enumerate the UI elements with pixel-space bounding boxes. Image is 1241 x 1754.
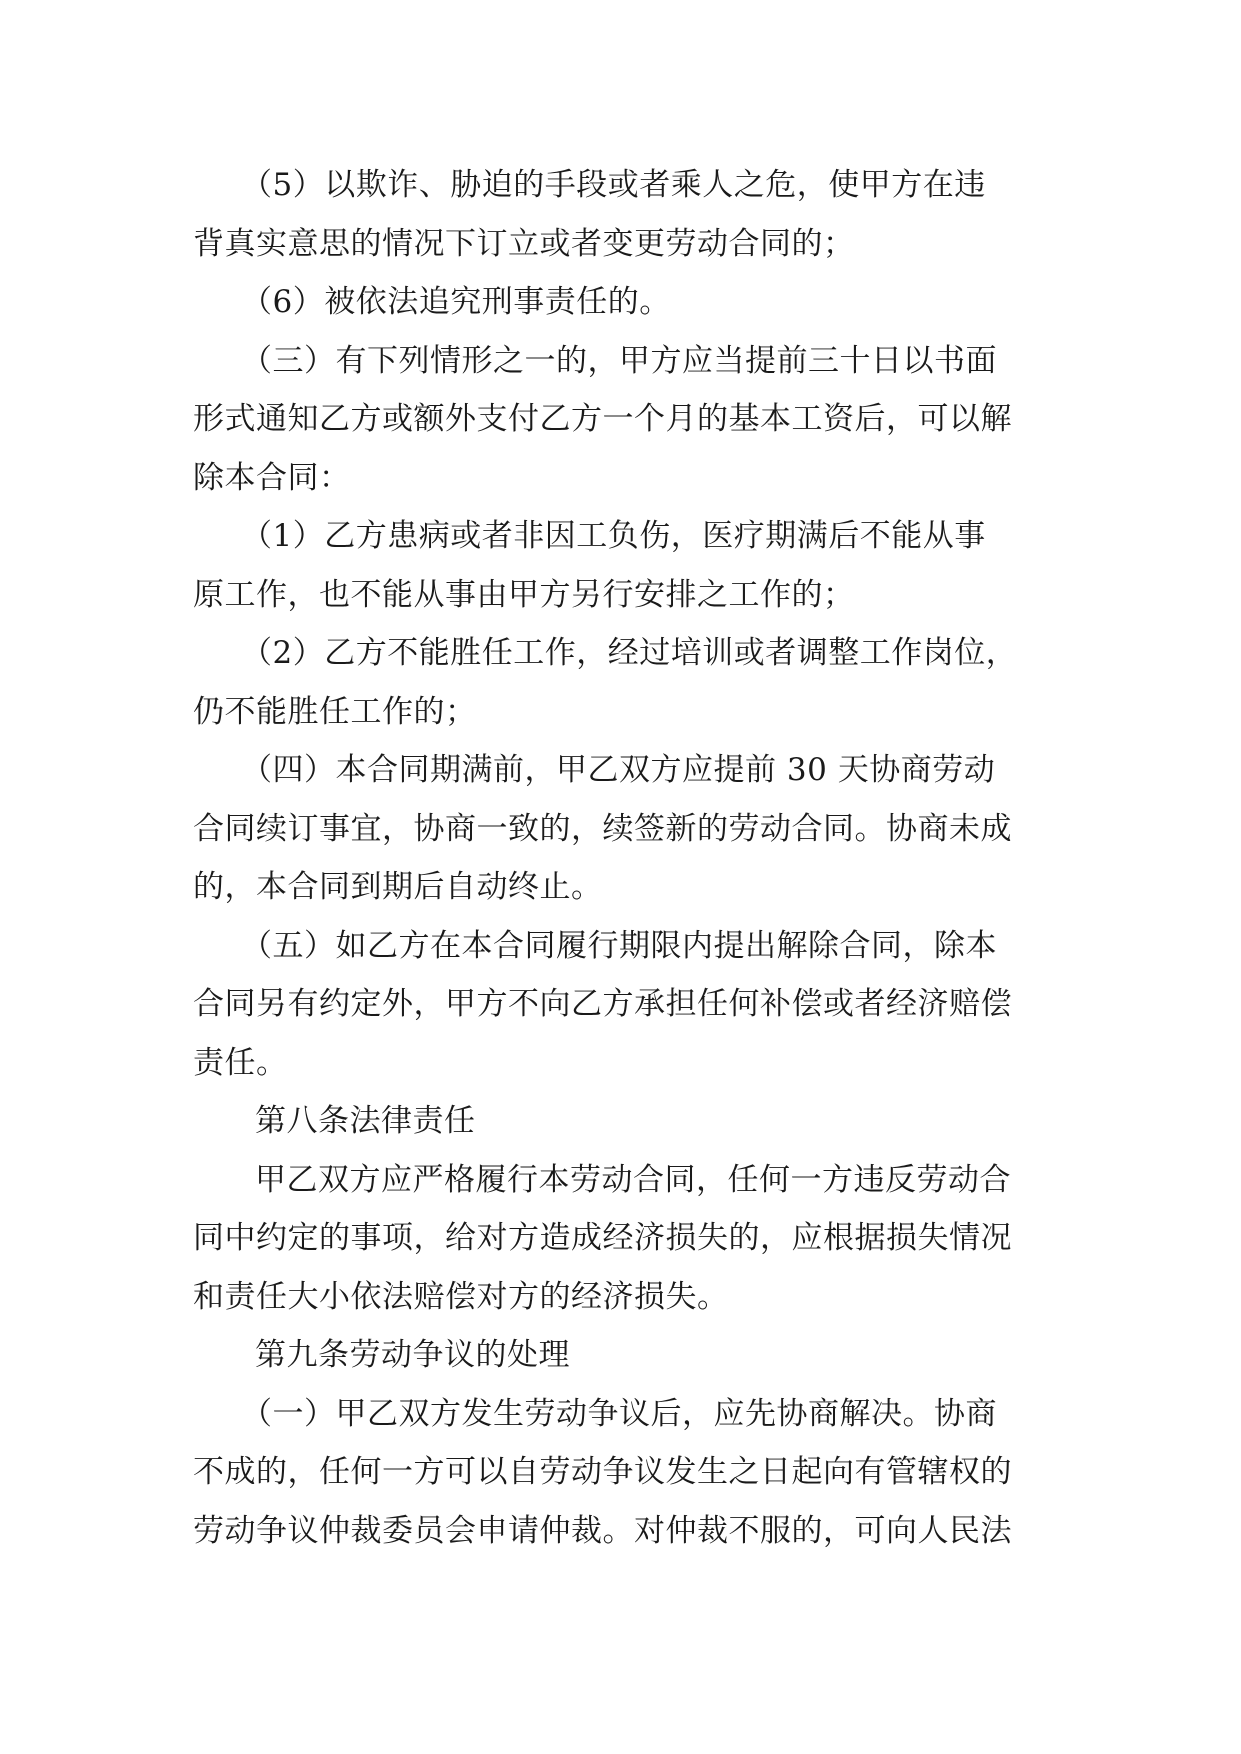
text-line: 甲乙双方应严格履行本劳动合同，任何一方违反劳动合: [255, 1161, 1011, 1198]
paragraph-article-9-section-1: [193, 1385, 1055, 1561]
paragraph-article-8: [193, 1151, 1055, 1327]
text-line: 同中约定的事项，给对方造成经济损失的，应根据损失情况: [193, 1220, 1012, 1256]
text-line: 第八条法律责任: [255, 1103, 476, 1139]
text-line: 背真实意思的情况下订立或者变更劳动合同的；: [193, 225, 855, 262]
paragraph-clause-6: [193, 273, 1055, 332]
text-line: 合同续订事宜，协商一致的，续签新的劳动合同。协商未成: [193, 810, 1012, 847]
paragraph-clause-5: [193, 156, 1055, 273]
document-body: [193, 156, 1055, 1560]
text-line: （五）如乙方在本合同履行期限内提出解除合同，除本: [241, 927, 998, 964]
text-line: 形式通知乙方或额外支付乙方一个月的基本工资后，可以解: [193, 401, 1012, 437]
paragraph-section-4: [193, 741, 1055, 917]
text-line: （5）以欺诈、胁迫的手段或者乘人之危，使甲方在违: [241, 167, 986, 203]
text-line: 原工作，也不能从事由甲方另行安排之工作的；: [193, 576, 855, 613]
article-8-heading: [193, 1092, 1055, 1151]
text-line: 不成的，任何一方可以自劳动争议发生之日起向有管辖权的: [193, 1454, 1012, 1490]
text-line: （1）乙方患病或者非因工负伤，医疗期满后不能从事: [241, 518, 986, 554]
text-line: 仍不能胜任工作的；: [193, 693, 477, 730]
paragraph-section-3: [193, 332, 1055, 508]
paragraph-clause-1: [193, 507, 1055, 624]
text-line: （四）本合同期满前，甲乙双方应提前 30 天协商劳动: [241, 752, 996, 788]
text-line: 和责任大小依法赔偿对方的经济损失。: [193, 1278, 729, 1315]
text-line: （6）被依法追究刑事责任的。: [241, 284, 671, 320]
paragraph-clause-2: [193, 624, 1055, 741]
text-line: 合同另有约定外，甲方不向乙方承担任何补偿或者经济赔偿: [193, 986, 1012, 1022]
text-line: （一）甲乙双方发生劳动争议后，应先协商解决。协商: [241, 1395, 998, 1432]
paragraph-section-5: [193, 917, 1055, 1093]
text-line: 劳动争议仲裁委员会申请仲裁。对仲裁不服的，可向人民法: [193, 1512, 1012, 1549]
text-line: 的，本合同到期后自动终止。: [193, 869, 603, 905]
text-line: （2）乙方不能胜任工作，经过培训或者调整工作岗位，: [241, 635, 1018, 671]
text-line: 第九条劳动争议的处理: [255, 1337, 570, 1373]
text-line: 责任。: [193, 1044, 288, 1081]
text-line: （三）有下列情形之一的，甲方应当提前三十日以书面: [241, 342, 998, 379]
text-line: 除本合同：: [193, 459, 351, 496]
article-9-heading: [193, 1326, 1055, 1385]
